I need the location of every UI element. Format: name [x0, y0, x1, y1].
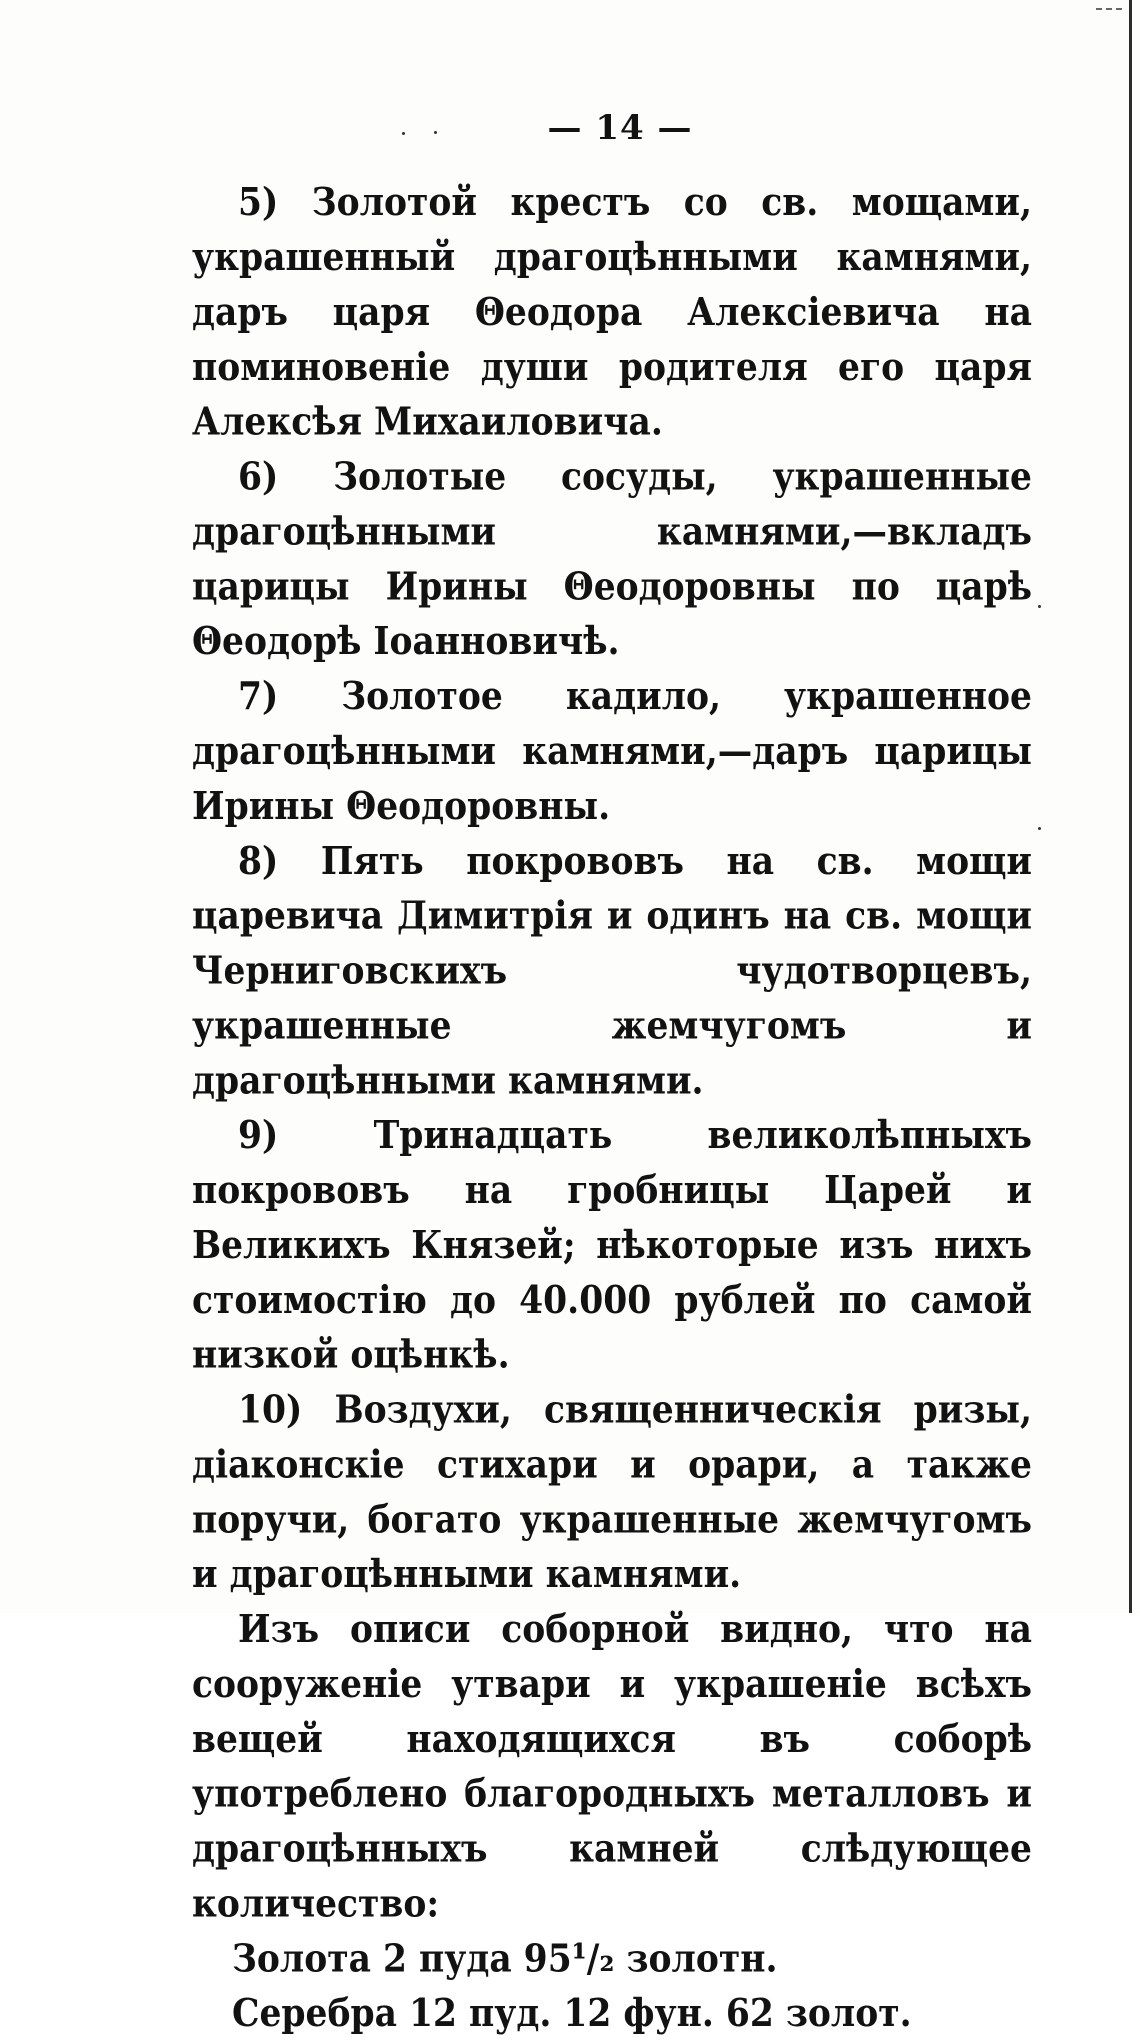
print-speck: [1038, 605, 1041, 608]
page-text: [192, 176, 1032, 2042]
paragraph-inventory: Изъ описи соборной видно, что на сооруженіе утвари и украшеніе всѣхъ вещей находящихся въ соборѣ употреблено благородныхъ металловъ и драгоцѣнныхъ камней слѣдующее количество:: [192, 1607, 1032, 1927]
corner-mark: [1096, 0, 1122, 10]
paragraph-item-9: 9) Тринадцать великолѣпныхъ покрововъ на гробницы Царей и Великихъ Князей; нѣкоторые изъ нихъ стоимостію до 40.000 рублей по самой низкой оцѣнкѣ.: [192, 1113, 1032, 1378]
paragraph-item-7: 7) Золотое кадило, украшенное драгоцѣнными камнями,—даръ царицы Ирины Θеодоровны.: [192, 674, 1032, 829]
print-speck: [1038, 827, 1041, 830]
paragraph-item-5: 5) Золотой крестъ со св. мощами, украшенный драгоцѣнными камнями, даръ царя Θеодора Алексіевича на поминовеніе души родителя его царя Алексѣя Михаиловича.: [192, 180, 1032, 445]
page-number: — 14 —: [547, 108, 693, 148]
silver-quantity: Серебра 12 пуд. 12 фун. 62 золот.: [232, 1991, 912, 2037]
paragraph-item-10: 10) Воздухи, священническія ризы, діаконскіе стихари и орари, а также поручи, богато украшенные жемчугомъ и драгоцѣнными камнями.: [192, 1387, 1032, 1598]
paragraph-item-8: 8) Пять покрововъ на св. мощи царевича Димитрія и одинъ на св. мощи Черниговскихъ чудотворцевъ, украшенные жемчугомъ и драгоцѣнными камнями.: [192, 839, 1032, 1104]
print-speck: [434, 131, 437, 134]
paragraph-item-6: 6) Золотые сосуды, украшенные драгоцѣнными камнями,—вкладъ царицы Ирины Θеодоровны по царѣ Θеодорѣ Іоанновичѣ.: [192, 454, 1032, 665]
gold-quantity: Золота 2 пуда 95¹/₂ золотн.: [232, 1936, 778, 1982]
print-speck: [402, 132, 405, 135]
page-edge-shadow: [1129, 0, 1132, 1613]
